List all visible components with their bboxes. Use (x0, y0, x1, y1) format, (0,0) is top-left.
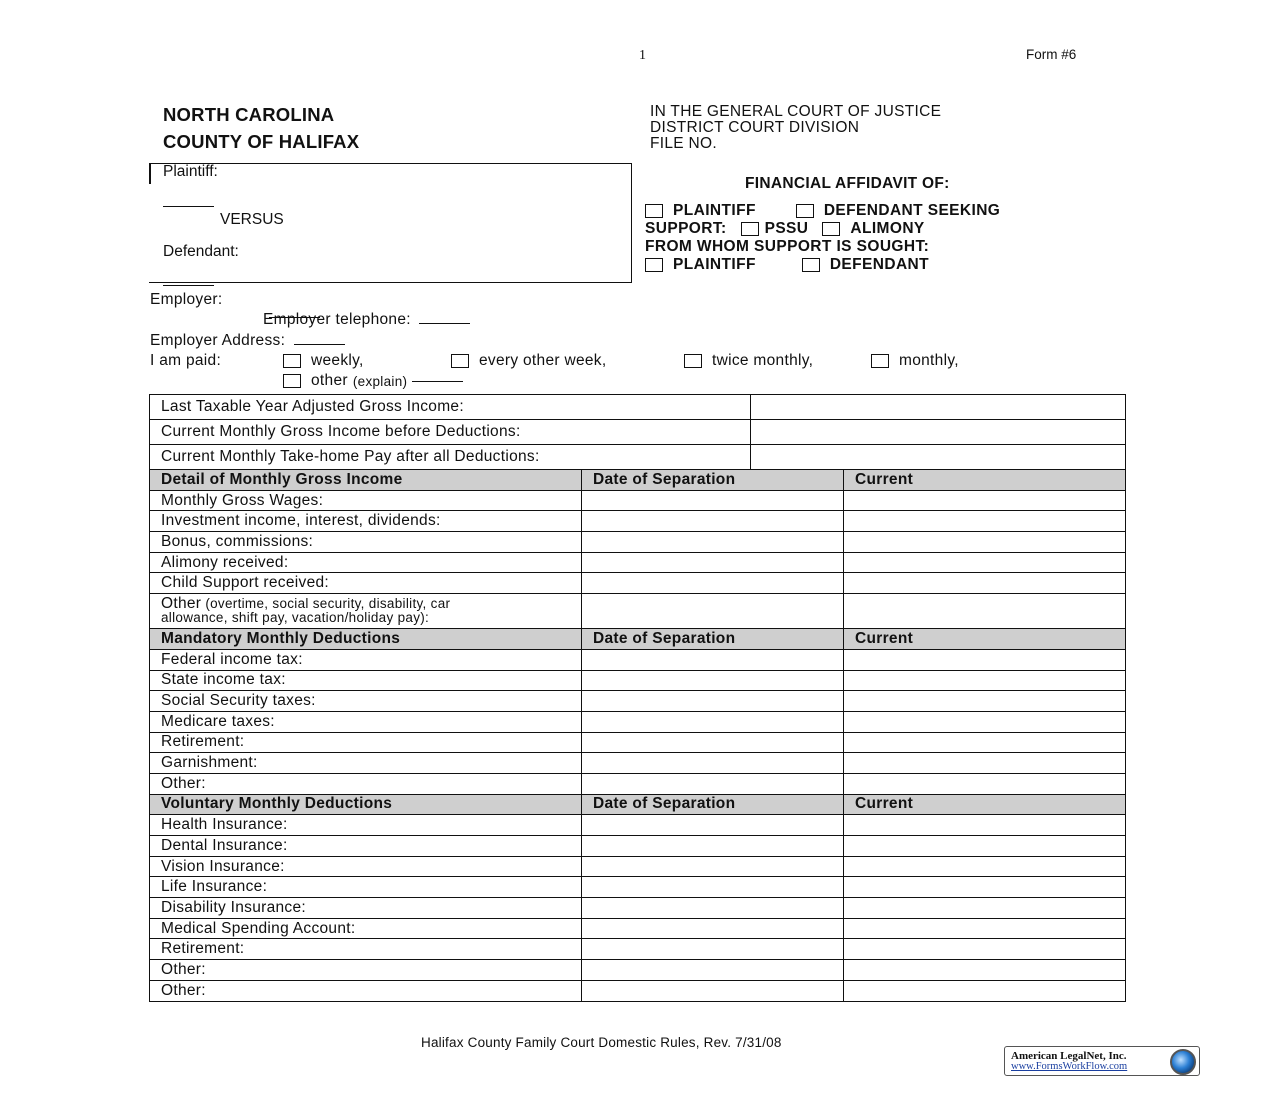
row-label: State income tax: (150, 670, 582, 691)
current-cell[interactable] (844, 980, 1126, 1001)
date-of-separation-cell[interactable] (582, 753, 844, 774)
employer-telephone-field[interactable] (419, 323, 470, 324)
alimony-checkbox[interactable] (822, 222, 840, 236)
table-row (150, 511, 1126, 532)
income-value-cell[interactable] (751, 420, 1126, 445)
table-row (150, 594, 1126, 629)
date-of-separation-cell[interactable] (582, 691, 844, 712)
table-row (150, 711, 1126, 732)
table-row (150, 898, 1126, 919)
table-row (150, 732, 1126, 753)
employer-telephone-row (263, 311, 470, 329)
twice-monthly-label: twice monthly, (712, 352, 814, 369)
row-label: Investment income, interest, dividends: (150, 511, 582, 532)
row-label: Child Support received: (150, 573, 582, 594)
every-other-week-checkbox[interactable] (451, 354, 469, 368)
date-of-separation-cell[interactable] (582, 836, 844, 857)
table-row (150, 773, 1126, 794)
mandatory-deductions-title: Mandatory Monthly Deductions (150, 629, 582, 650)
current-cell[interactable] (844, 960, 1126, 981)
income-value-cell[interactable] (751, 395, 1126, 420)
date-of-separation-cell[interactable] (582, 877, 844, 898)
row-label: Health Insurance: (150, 815, 582, 836)
row-label: Retirement: (150, 732, 582, 753)
pay-other-row (283, 372, 463, 390)
weekly-checkbox[interactable] (283, 354, 301, 368)
row-label: Other: (150, 960, 582, 981)
current-cell[interactable] (844, 691, 1126, 712)
table-row (150, 815, 1126, 836)
table-row (150, 980, 1126, 1001)
income-summary-table (149, 394, 1126, 470)
plaintiff-option-label: PLAINTIFF (673, 202, 756, 219)
date-of-separation-cell[interactable] (582, 552, 844, 573)
employer-address-row (150, 332, 345, 350)
current-cell[interactable] (844, 711, 1126, 732)
court-division: DISTRICT COURT DIVISION (650, 119, 860, 136)
date-of-separation-cell[interactable] (582, 711, 844, 732)
other-pay-explain-field[interactable] (412, 381, 463, 382)
row-label: Federal income tax: (150, 649, 582, 670)
current-cell[interactable] (844, 532, 1126, 553)
pssu-label: PSSU (764, 220, 809, 237)
current-cell[interactable] (844, 856, 1126, 877)
date-of-separation-cell[interactable] (582, 960, 844, 981)
income-label: Current Monthly Gross Income before Deductions: (150, 420, 751, 445)
income-value-cell[interactable] (751, 445, 1126, 470)
court-name: IN THE GENERAL COURT OF JUSTICE (650, 103, 942, 120)
other-income-note-1: (overtime, social security, disability, car (205, 596, 451, 612)
affidavit-of-row (645, 202, 1000, 220)
table-row (150, 691, 1126, 712)
table-row (150, 573, 1126, 594)
table-row (150, 649, 1126, 670)
voluntary-deductions-title: Voluntary Monthly Deductions (150, 794, 582, 815)
current-cell[interactable] (844, 552, 1126, 573)
row-label: Garnishment: (150, 753, 582, 774)
support-row (645, 220, 925, 238)
date-of-separation-cell[interactable] (582, 856, 844, 877)
monthly-detail-table (149, 469, 1126, 1002)
table-row (150, 490, 1126, 511)
globe-icon (1170, 1049, 1196, 1075)
other-pay-label: other (311, 372, 348, 389)
date-of-separation-cell[interactable] (582, 573, 844, 594)
employer-address-label: Employer Address: (150, 332, 286, 349)
table-row (150, 670, 1126, 691)
other-income-title: Other (161, 595, 202, 613)
weekly-label: weekly, (311, 352, 364, 369)
plaintiff-name-field[interactable] (163, 194, 214, 212)
current-cell[interactable] (844, 670, 1126, 691)
row-label: Alimony received: (150, 552, 582, 573)
sought-plaintiff-label: PLAINTIFF (673, 256, 756, 273)
from-whom-label: FROM WHOM SUPPORT IS SOUGHT: (645, 238, 930, 255)
table-row (150, 918, 1126, 939)
table-row (150, 856, 1126, 877)
current-cell[interactable] (844, 918, 1126, 939)
gross-income-title: Detail of Monthly Gross Income (150, 470, 582, 491)
publisher-logo[interactable] (1004, 1046, 1200, 1076)
date-of-separation-header: Date of Separation (582, 794, 844, 815)
every-other-week-label: every other week, (479, 352, 607, 369)
row-label: Dental Insurance: (150, 836, 582, 857)
twice-monthly-checkbox[interactable] (684, 354, 702, 368)
date-of-separation-cell[interactable] (582, 815, 844, 836)
employer-label: Employer: (150, 291, 223, 308)
current-cell[interactable] (844, 753, 1126, 774)
current-header: Current (844, 629, 1126, 650)
defendant-seeking-checkbox[interactable] (796, 204, 814, 218)
publisher-link[interactable]: www.FormsWorkFlow.com (1011, 1061, 1128, 1072)
footer-text: Halifax County Family Court Domestic Rules, Rev. 7/31/08 (421, 1035, 782, 1050)
current-cell[interactable] (844, 815, 1126, 836)
sought-from-row (645, 256, 929, 274)
defendant-seeking-label: DEFENDANT SEEKING (823, 202, 1001, 219)
date-of-separation-cell[interactable] (582, 649, 844, 670)
income-label: Current Monthly Take-home Pay after all Deductions: (150, 445, 751, 470)
section-header-row (150, 470, 1126, 491)
date-of-separation-cell[interactable] (582, 732, 844, 753)
row-label: Social Security taxes: (150, 691, 582, 712)
file-number-label: FILE NO. (650, 135, 717, 152)
current-cell[interactable] (844, 898, 1126, 919)
current-cell[interactable] (844, 490, 1126, 511)
date-of-separation-cell[interactable] (582, 532, 844, 553)
alimony-label: ALIMONY (850, 220, 925, 237)
date-of-separation-cell[interactable] (582, 773, 844, 794)
date-of-separation-cell[interactable] (582, 594, 844, 629)
row-label: Monthly Gross Wages: (150, 490, 582, 511)
versus-label: VERSUS (220, 211, 284, 228)
row-label: Other: (150, 980, 582, 1001)
monthly-checkbox[interactable] (871, 354, 889, 368)
other-income-label (150, 594, 582, 629)
current-cell[interactable] (844, 732, 1126, 753)
current-cell[interactable] (844, 877, 1126, 898)
table-row (150, 445, 1126, 470)
date-of-separation-cell[interactable] (582, 939, 844, 960)
row-label: Vision Insurance: (150, 856, 582, 877)
row-label: Bonus, commissions: (150, 532, 582, 553)
pay-frequency-row (150, 352, 959, 370)
section-header-row (150, 629, 1126, 650)
current-cell[interactable] (844, 939, 1126, 960)
date-of-separation-cell[interactable] (582, 490, 844, 511)
defendant-name-field[interactable] (163, 273, 214, 291)
date-of-separation-header: Date of Separation (582, 629, 844, 650)
current-cell[interactable] (844, 649, 1126, 670)
table-row (150, 532, 1126, 553)
date-of-separation-cell[interactable] (582, 898, 844, 919)
pssu-checkbox[interactable] (741, 222, 759, 236)
plaintiff-label: Plaintiff: (163, 163, 218, 180)
current-cell[interactable] (844, 511, 1126, 532)
table-row (150, 939, 1126, 960)
current-cell[interactable] (844, 573, 1126, 594)
current-cell[interactable] (844, 594, 1126, 629)
sought-defendant-label: DEFENDANT (829, 256, 929, 273)
table-row (150, 836, 1126, 857)
table-row (150, 395, 1126, 420)
date-of-separation-cell[interactable] (582, 670, 844, 691)
date-of-separation-cell[interactable] (582, 980, 844, 1001)
row-label: Retirement: (150, 939, 582, 960)
support-label: SUPPORT: (645, 220, 727, 237)
form-number: Form #6 (1026, 47, 1077, 62)
current-cell[interactable] (844, 836, 1126, 857)
monthly-label: monthly, (899, 352, 959, 369)
page-number: 1 (639, 48, 646, 63)
table-row (150, 960, 1126, 981)
table-row (150, 877, 1126, 898)
current-header: Current (844, 794, 1126, 815)
other-income-note-2: allowance, shift pay, vacation/holiday pay): (161, 610, 430, 626)
row-label: Other: (150, 773, 582, 794)
section-header-row (150, 794, 1126, 815)
sought-defendant-checkbox[interactable] (802, 258, 820, 272)
row-label: Disability Insurance: (150, 898, 582, 919)
sought-plaintiff-checkbox[interactable] (645, 258, 663, 272)
income-label: Last Taxable Year Adjusted Gross Income: (150, 395, 751, 420)
plaintiff-checkbox[interactable] (645, 204, 663, 218)
table-row (150, 753, 1126, 774)
date-of-separation-cell[interactable] (582, 918, 844, 939)
other-pay-checkbox[interactable] (283, 374, 301, 388)
publisher-name: American LegalNet, Inc. (1011, 1050, 1127, 1062)
table-row (150, 552, 1126, 573)
employer-address-field[interactable] (294, 344, 345, 345)
state-name: NORTH CAROLINA (163, 104, 335, 125)
table-row (150, 420, 1126, 445)
current-header: Current (844, 470, 1126, 491)
current-cell[interactable] (844, 773, 1126, 794)
date-of-separation-header: Date of Separation (582, 470, 844, 491)
defendant-label: Defendant: (163, 243, 239, 260)
row-label: Medical Spending Account: (150, 918, 582, 939)
county-name: COUNTY OF HALIFAX (163, 131, 360, 152)
row-label: Medicare taxes: (150, 711, 582, 732)
explain-label: (explain) (352, 373, 408, 389)
affidavit-title: FINANCIAL AFFIDAVIT OF: (745, 175, 950, 192)
employer-telephone-label: Employer telephone: (263, 311, 411, 328)
paid-label: I am paid: (150, 352, 222, 369)
row-label: Life Insurance: (150, 877, 582, 898)
date-of-separation-cell[interactable] (582, 511, 844, 532)
